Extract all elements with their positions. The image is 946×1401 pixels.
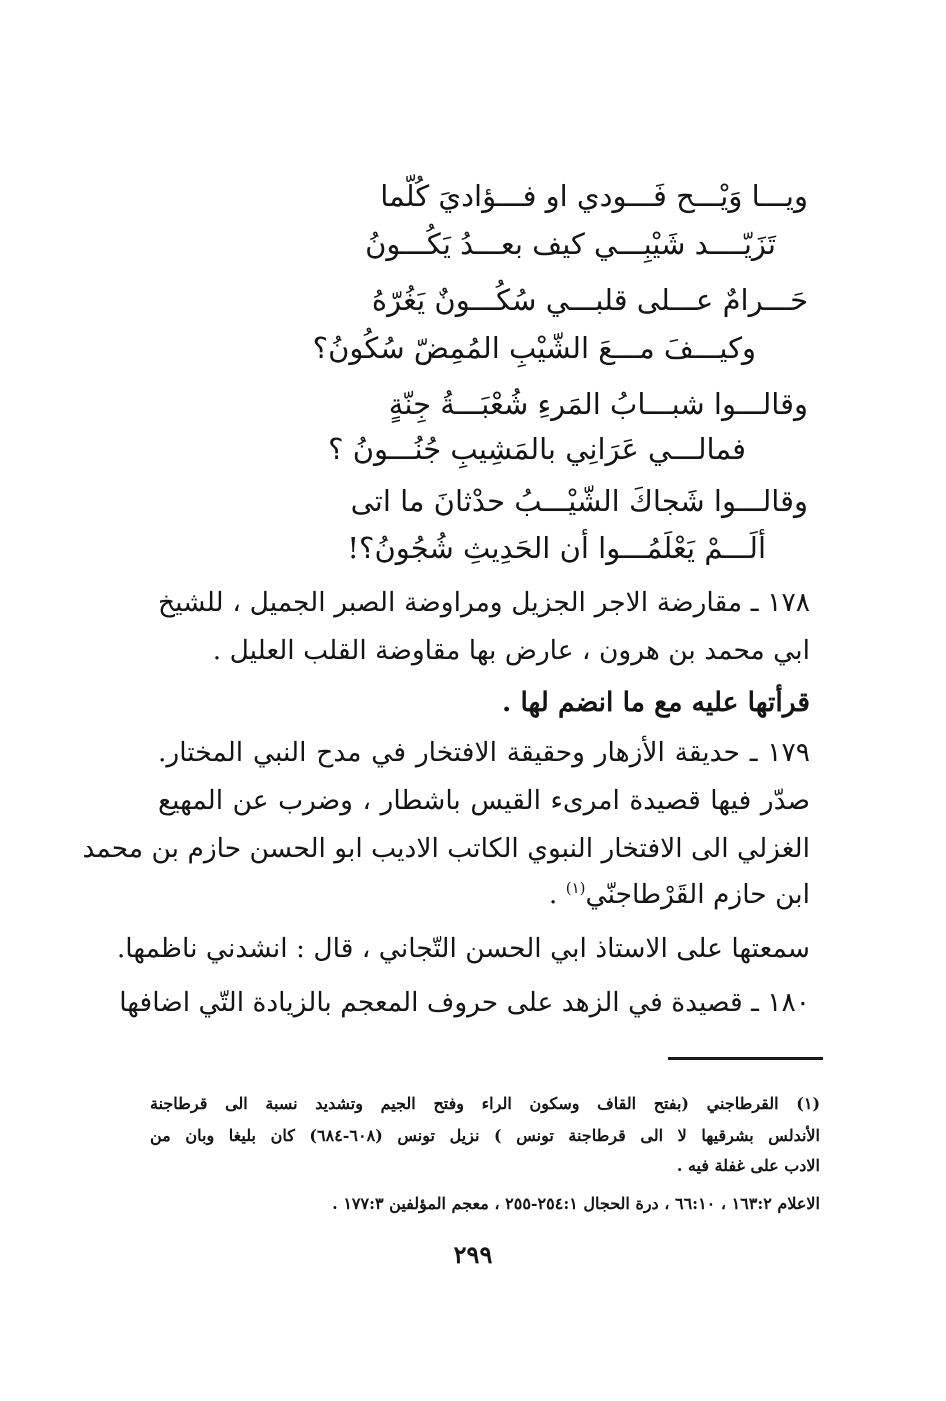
entry-179-line-2: صدّر فيها قصيدة امرىء القيس باشطار ، وضرب عن المهيع — [158, 785, 810, 816]
poem-line-7: وقالـــوا شَجاكَ الشّيْـــبُ حدْثانَ ما اتى — [350, 484, 808, 518]
entry-178-note: قرأتها عليه مع ما انضم لها . — [502, 687, 810, 718]
poem-line-6: فمالـــي عَرَانِي بالمَشِيبِ جُنُـــونُ ؟ — [328, 432, 746, 466]
footnote-line-2: الأندلس بشرقيها لا الى قرطاجنة تونس ) نزيل تونس (٦٠٨-٦٨٤) كان بليغا وبان من — [150, 1126, 820, 1145]
poem-line-2: تَزَيّــــد شَيْبِـــي كيف بعـــدُ يَكُـــونُ — [365, 227, 776, 261]
entry-179-line-4 — [158, 880, 810, 910]
entry-180-line-1: ١٨٠ ـ قصيدة في الزهد على حروف المعجم بالزيادة التّي اضافها — [119, 987, 810, 1018]
footnote-separator — [668, 1057, 823, 1060]
poem-line-8: ألَـــمْ يَعْلَمُـــوا أن الحَدِيثِ شُجُونُ؟! — [347, 531, 766, 565]
entry-178-line-1: ١٧٨ ـ مقارضة الاجر الجزيل ومراوضة الصبر الجميل ، للشيخ — [158, 587, 810, 618]
entry-179-note: سمعتها على الاستاذ ابي الحسن التّجاني ، قال : انشدني ناظمها. — [116, 933, 810, 964]
entry-179-line-4-end: . — [548, 879, 566, 910]
poem-line-5: وقالـــوا شبـــابُ المَرءِ شُعْبَـــةُ جِنّةٍ — [388, 387, 808, 421]
entry-179-line-4-text: ابن حازم القَرْطاجنّي — [585, 879, 810, 910]
entry-179-line-3: الغزلي الى الافتخار النبوي الكاتب الاديب ابو الحسن حازم بن محمد — [82, 833, 810, 864]
footnote-line-1: (١) القرطاجني (بفتح القاف وسكون الراء وفتح الجيم وتشديد نسبة الى قرطاجنة — [150, 1094, 821, 1113]
entry-179-line-1: ١٧٩ ـ حديقة الأزهار وحقيقة الافتخار في مدح النبي المختار. — [158, 737, 810, 768]
entry-178-line-2: ابي محمد بن هرون ، عارض بها مقاوضة القلب العليل . — [212, 635, 810, 666]
footnote-line-4: الاعلام ١٦٣:٢ ، ٦٦:١٠ ، درة الحجال ٢٥٤:١-٢٥٥ ، معجم المؤلفين ١٧٧:٣ . — [332, 1194, 820, 1213]
footnote-ref: (١) — [565, 879, 586, 898]
poem-line-4: وكيـــفَ مـــعَ الشّيْبِ المُمِضّ سُكُونُ؟ — [312, 331, 756, 365]
footnote-line-3: الادب على غفلة فيه . — [676, 1156, 820, 1175]
poem-line-1: ويـــا وَيْـــح فَـــودي او فـــؤاديَ كُلّما — [380, 179, 808, 213]
poem-line-3: حَـــرامٌ عـــلى قلبـــي سُكُـــونٌ يَغُرّهُ — [371, 283, 808, 317]
page-number: ٢٩٩ — [453, 1240, 493, 1269]
